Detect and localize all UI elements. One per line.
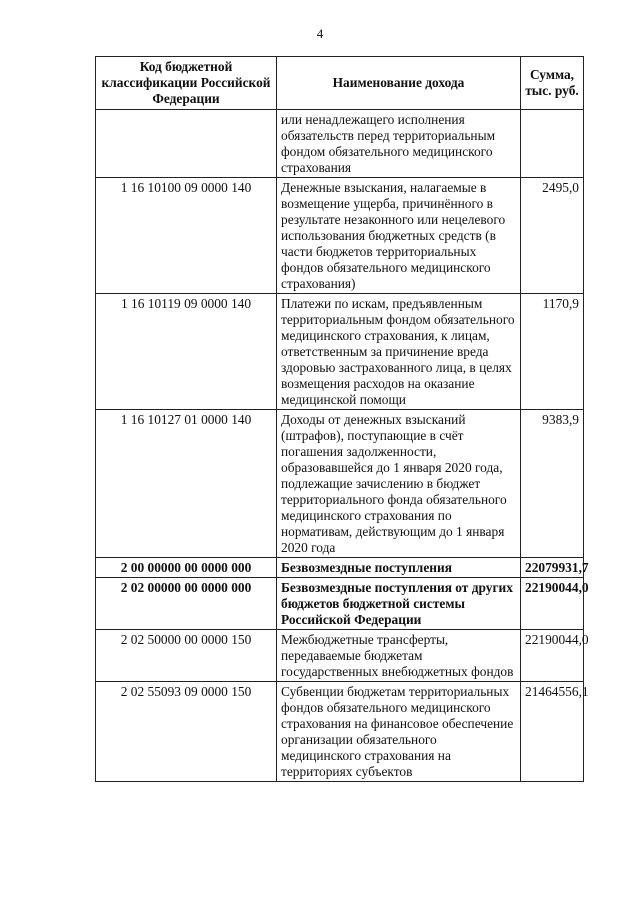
row-sum: 21464556,1 (521, 682, 584, 782)
row-name: Денежные взыскания, налагаемые в возмещение ущерба, причинённого в результате незаконного или нецелевого использования бюджетных средств (в части бюджетов территориальных фондов обязательного медицинского страхования) (277, 178, 521, 294)
row-name: Безвозмездные поступления (277, 558, 521, 578)
table-row-total (96, 558, 584, 578)
row-sum (521, 110, 584, 178)
table-row (96, 294, 584, 410)
table-row (96, 682, 584, 782)
row-name: Безвозмездные поступления от других бюджетов бюджетной системы Российской Федерации (277, 578, 521, 630)
row-code: 2 00 00000 00 0000 000 (96, 558, 277, 578)
row-sum: 22190044,0 (521, 578, 584, 630)
table-row (96, 410, 584, 558)
table-row (96, 110, 584, 178)
table-header-row (96, 57, 584, 110)
row-name: Межбюджетные трансферты, передаваемые бюджетам государственных внебюджетных фондов (277, 630, 521, 682)
table-row (96, 178, 584, 294)
row-code (96, 110, 277, 178)
table-row (96, 630, 584, 682)
row-sum: 22079931,7 (521, 558, 584, 578)
row-code: 1 16 10119 09 0000 140 (96, 294, 277, 410)
row-sum: 9383,9 (521, 410, 584, 558)
header-sum: Сумма, тыс. руб. (521, 57, 584, 110)
row-code: 2 02 55093 09 0000 150 (96, 682, 277, 782)
row-code: 1 16 10100 09 0000 140 (96, 178, 277, 294)
page-number: 4 (316, 26, 324, 41)
row-sum: 22190044,0 (521, 630, 584, 682)
row-sum: 1170,9 (521, 294, 584, 410)
row-name: Доходы от денежных взысканий (штрафов), поступающие в счёт погашения задолженности, образовавшейся до 1 января 2020 года, подлежащие зачислению в бюджет территориального фонда обязательного медицинского страхования по нормативам, действующим до 1 января 2020 года (277, 410, 521, 558)
row-name: Платежи по искам, предъявленным территориальным фондом обязательного медицинского страхования, к лицам, ответственным за причинение вреда здоровью застрахованного лица, в целях возмещения расходов на оказание медицинской помощи (277, 294, 521, 410)
table-row-subtotal (96, 578, 584, 630)
budget-revenue-table (95, 56, 589, 782)
header-name: Наименование дохода (277, 57, 521, 110)
row-code: 2 02 50000 00 0000 150 (96, 630, 277, 682)
row-name: Субвенции бюджетам территориальных фондов обязательного медицинского страхования на финансовое обеспечение организации обязательного медицинского страхования на территориях субъектов (277, 682, 521, 782)
row-name: или ненадлежащего исполнения обязательств перед территориальным фондом обязательного медицинского страхования (277, 110, 521, 178)
row-code: 2 02 00000 00 0000 000 (96, 578, 277, 630)
header-code: Код бюджетной классификации Российской Федерации (96, 57, 277, 110)
row-code: 1 16 10127 01 0000 140 (96, 410, 277, 558)
row-sum: 2495,0 (521, 178, 584, 294)
